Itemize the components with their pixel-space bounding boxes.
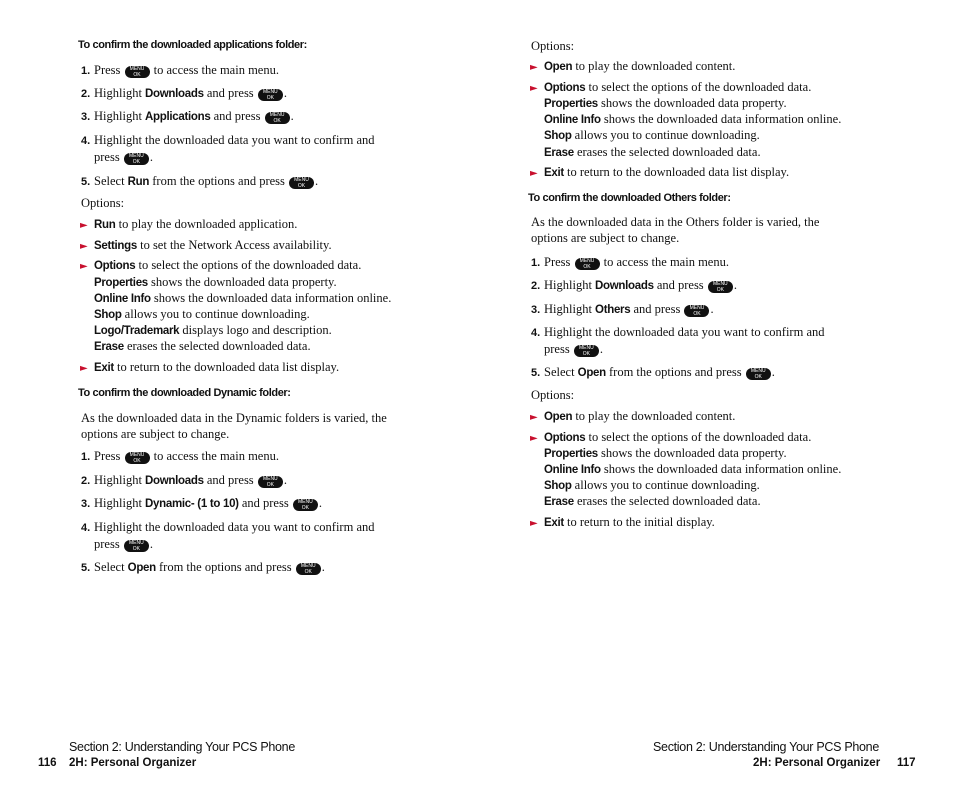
- option-item: ► Options to select the options of the downloaded data.: [80, 257, 361, 275]
- option-item: ► Exit to return to the initial display.: [530, 514, 715, 532]
- arrow-bullet-icon: ►: [80, 363, 88, 374]
- footer-page-number: 116: [38, 757, 57, 769]
- options-label: Options:: [81, 196, 125, 210]
- arrow-bullet-icon: ►: [530, 62, 538, 73]
- arrow-bullet-icon: ►: [530, 168, 538, 179]
- step-3: 3. Highlight Dynamic- (1 to 10) and press MENU OK .: [81, 496, 322, 511]
- step-4-cont: press MENU OK .: [544, 342, 603, 357]
- menu-ok-key-icon: MENU OK: [293, 499, 318, 511]
- menu-ok-key-icon: MENU OK: [708, 281, 733, 293]
- sub-option: Erase erases the selected downloaded data.: [544, 494, 761, 508]
- intro-text: As the downloaded data in the Dynamic folders is varied, the: [81, 411, 387, 425]
- section-heading: To confirm the downloaded applications folder:: [78, 39, 307, 51]
- option-item: ► Run to play the downloaded application.: [80, 216, 297, 234]
- step-2: 2. Highlight Downloads and press MENU OK .: [81, 86, 287, 101]
- option-item: ► Exit to return to the downloaded data list display.: [80, 359, 339, 377]
- step-1: 1. Press MENU OK to access the main menu.: [531, 255, 729, 270]
- sub-option: Online Info shows the downloaded data information online.: [94, 291, 392, 305]
- step-5: 5. Select Run from the options and press MENU OK .: [81, 174, 319, 189]
- footer-section-title: Section 2: Understanding Your PCS Phone: [653, 740, 879, 754]
- step-3: 3. Highlight Others and press MENU OK .: [531, 302, 714, 317]
- option-item: ► Open to play the downloaded content.: [530, 408, 735, 426]
- menu-ok-key-icon: MENU OK: [258, 89, 283, 101]
- sub-option: Shop allows you to continue downloading.: [94, 307, 310, 321]
- option-item: ► Options to select the options of the downloaded data.: [530, 429, 811, 447]
- step-2: 2. Highlight Downloads and press MENU OK .: [531, 278, 737, 293]
- arrow-bullet-icon: ►: [80, 220, 88, 231]
- step-4-cont: press MENU OK .: [94, 537, 153, 552]
- footer-page-number: 117: [897, 757, 916, 769]
- menu-ok-key-icon: MENU OK: [684, 305, 709, 317]
- step-4: 4. Highlight the downloaded data you want to confirm and: [531, 325, 825, 339]
- sub-option: Online Info shows the downloaded data information online.: [544, 462, 842, 476]
- arrow-bullet-icon: ►: [530, 433, 538, 444]
- step-1: 1. Press MENU OK to access the main menu.: [81, 449, 279, 464]
- sub-option: Erase erases the selected downloaded data.: [544, 145, 761, 159]
- intro-text: options are subject to change.: [531, 231, 680, 245]
- sub-option: Erase erases the selected downloaded data.: [94, 339, 311, 353]
- arrow-bullet-icon: ►: [80, 261, 88, 272]
- intro-text: As the downloaded data in the Others folder is varied, the: [531, 215, 820, 229]
- section-heading: To confirm the downloaded Dynamic folder:: [78, 387, 291, 399]
- options-label: Options:: [531, 388, 575, 402]
- arrow-bullet-icon: ►: [80, 241, 88, 252]
- step-4-cont: press MENU OK .: [94, 150, 153, 165]
- menu-ok-key-icon: MENU OK: [124, 153, 149, 165]
- menu-ok-key-icon: MENU OK: [574, 345, 599, 357]
- section-heading: To confirm the downloaded Others folder:: [528, 192, 731, 204]
- sub-option: Online Info shows the downloaded data information online.: [544, 112, 842, 126]
- menu-ok-key-icon: MENU OK: [125, 452, 150, 464]
- menu-ok-key-icon: MENU OK: [265, 112, 290, 124]
- option-item: ► Settings to set the Network Access availability.: [80, 237, 332, 255]
- step-1: 1. Press MENU OK to access the main menu.: [81, 63, 279, 78]
- sub-option: Properties shows the downloaded data property.: [544, 96, 787, 110]
- footer-chapter: 2H: Personal Organizer: [753, 757, 881, 769]
- option-item: ► Exit to return to the downloaded data list display.: [530, 164, 789, 182]
- step-5: 5. Select Open from the options and press MENU OK .: [531, 365, 775, 380]
- intro-text: options are subject to change.: [81, 427, 230, 441]
- arrow-bullet-icon: ►: [530, 412, 538, 423]
- footer-chapter: 2H: Personal Organizer: [69, 757, 197, 769]
- arrow-bullet-icon: ►: [530, 83, 538, 94]
- menu-ok-key-icon: MENU OK: [296, 563, 321, 575]
- menu-ok-key-icon: MENU OK: [124, 540, 149, 552]
- option-item: ► Options to select the options of the downloaded data.: [530, 79, 811, 97]
- step-4: 4. Highlight the downloaded data you want to confirm and: [81, 520, 375, 534]
- option-item: ► Open to play the downloaded content.: [530, 58, 735, 76]
- sub-option: Logo/Trademark displays logo and description.: [94, 323, 332, 337]
- sub-option: Shop allows you to continue downloading.: [544, 128, 760, 142]
- arrow-bullet-icon: ►: [530, 518, 538, 529]
- step-2: 2. Highlight Downloads and press MENU OK .: [81, 473, 287, 488]
- step-3: 3. Highlight Applications and press MENU OK .: [81, 109, 294, 124]
- menu-ok-key-icon: MENU OK: [746, 368, 771, 380]
- sub-option: Properties shows the downloaded data property.: [544, 446, 787, 460]
- menu-ok-key-icon: MENU OK: [258, 476, 283, 488]
- sub-option: Shop allows you to continue downloading.: [544, 478, 760, 492]
- menu-ok-key-icon: MENU OK: [289, 177, 314, 189]
- sub-option: Properties shows the downloaded data property.: [94, 275, 337, 289]
- menu-ok-key-icon: MENU OK: [575, 258, 600, 270]
- footer-section-title: Section 2: Understanding Your PCS Phone: [69, 740, 295, 754]
- step-5: 5. Select Open from the options and press MENU OK .: [81, 560, 325, 575]
- menu-ok-key-icon: MENU OK: [125, 66, 150, 78]
- step-4: 4. Highlight the downloaded data you want to confirm and: [81, 133, 375, 147]
- options-label: Options:: [531, 39, 575, 53]
